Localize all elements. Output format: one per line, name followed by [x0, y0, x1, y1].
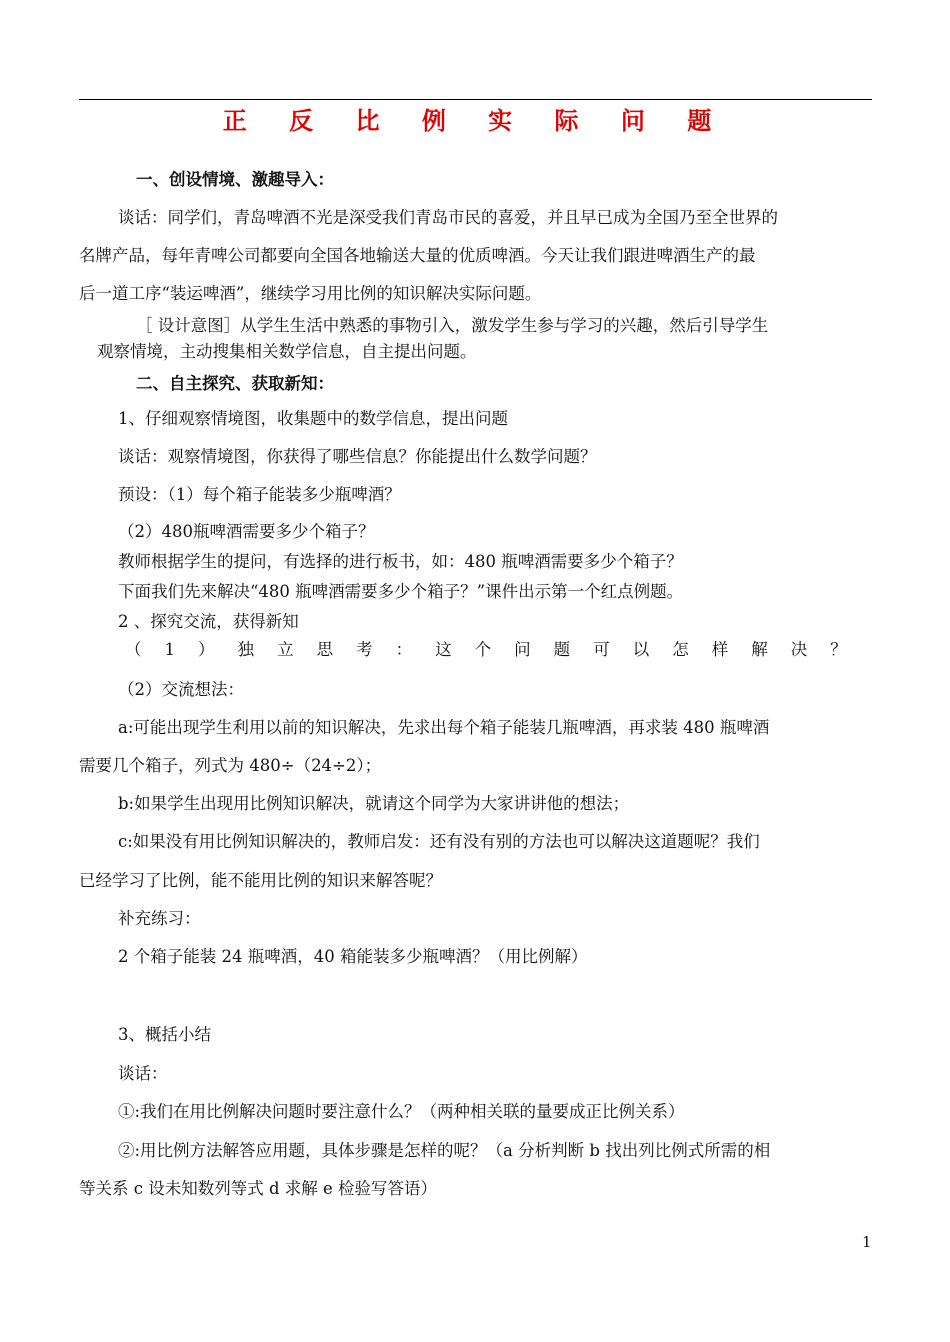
- think-char: ？: [830, 640, 847, 659]
- header-rule: [79, 99, 872, 100]
- intro-line-3: 后一道工序“装运啤酒”，继续学习用比例的知识解决实际问题。: [79, 284, 542, 303]
- think-char: 题: [553, 640, 571, 659]
- design-intent-line-1: ［ 设计意图］从学生生活中熟悉的事物引入，激发学生参与学习的兴趣，然后引导学生: [136, 316, 769, 335]
- intro-line-2: 名牌产品，每年青啤公司都要向全国各地输送大量的优质啤酒。今天让我们跟进啤酒生产的最: [79, 246, 756, 265]
- summary-question-2-line-1: ②:用比例方法解答应用题，具体步骤是怎样的呢？（a 分析判断 b 找出列比例式所需的相: [118, 1141, 771, 1160]
- board-line: 教师根据学生的提问，有选择的进行板书，如：480 瓶啤酒需要多少个箱子？: [118, 552, 683, 571]
- think-char: ）: [198, 640, 215, 659]
- point-b-line: b:如果学生出现用比例知识解决，就请这个同学为大家讲讲他的想法；: [118, 794, 630, 813]
- intro-line-1: 谈话：同学们，青岛啤酒不光是深受我们青岛市民的喜爱，并且早已成为全国乃至全世界的: [118, 208, 778, 227]
- talk-line: 谈话：观察情境图，你获得了哪些信息？你能提出什么数学问题？: [118, 447, 597, 466]
- preset-1: 预设：（1）每个箱子能装多少瓶啤酒？: [118, 485, 401, 504]
- point-c-line-1: c:如果没有用比例知识解决的，教师启发：还有没有别的方法也可以解决这道题呢？我们: [118, 832, 760, 851]
- think-char: 考: [356, 640, 373, 659]
- practice-label: 补充练习：: [118, 909, 201, 928]
- independent-thinking-line: [125, 639, 847, 661]
- point-a-line-2: 需要几个箱子，列式为 480÷（24÷2）；: [79, 756, 382, 775]
- think-char: 1: [164, 640, 176, 659]
- summary-talk: 谈话：: [118, 1064, 168, 1083]
- preset-2: （2）480瓶啤酒需要多少个箱子？: [118, 522, 375, 541]
- step2-line: 2 、探究交流，获得新知: [118, 612, 299, 631]
- think-char: 思: [316, 640, 334, 659]
- think-char: 样: [711, 640, 729, 659]
- think-char: 立: [277, 640, 294, 659]
- practice-problem: 2 个箱子能装 24 瓶啤酒，40 箱能装多少瓶啤酒？（用比例解）: [118, 947, 588, 966]
- step1-line: 1、仔细观察情境图，收集题中的数学信息，提出问题: [118, 409, 508, 428]
- step3-line: 3、概括小结: [118, 1025, 211, 1044]
- think-char: 怎: [672, 640, 689, 659]
- think-char: 解: [751, 640, 768, 659]
- section2-heading: 二、自主探究、获取新知：: [136, 374, 334, 393]
- think-char: 这: [435, 640, 452, 659]
- exchange-line: （2）交流想法：: [118, 680, 244, 699]
- page-number: 1: [862, 1233, 872, 1251]
- design-intent-line-2: 观察情境，主动搜集相关数学信息，自主提出问题。: [97, 342, 477, 361]
- think-char: 以: [632, 640, 650, 659]
- think-char: （: [125, 640, 142, 659]
- point-c-line-2: 已经学习了比例，能不能用比例的知识来解答呢？: [79, 871, 442, 890]
- think-char: 可: [593, 640, 610, 659]
- section1-heading: 一、创设情境、激趣导入：: [136, 170, 334, 189]
- summary-question-1: ①:我们在用比例解决问题时要注意什么？（两种相关联的量要成正比例关系）: [118, 1102, 685, 1121]
- think-char: 问: [514, 640, 531, 659]
- page-title: 正 反 比 例 实 际 问 题: [222, 107, 729, 135]
- think-char: 独: [237, 640, 255, 659]
- think-char: 决: [790, 640, 808, 659]
- solve-first-line: 下面我们先来解决“480 瓶啤酒需要多少个箱子？”课件出示第一个红点例题。: [118, 582, 684, 601]
- summary-question-2-line-2: 等关系 c 设未知数列等式 d 求解 e 检验写答语）: [79, 1179, 438, 1198]
- think-char: ：: [395, 640, 413, 659]
- think-char: 个: [474, 640, 492, 659]
- point-a-line-1: a:可能出现学生利用以前的知识解决，先求出每个箱子能装几瓶啤酒，再求装 480 瓶啤酒: [118, 718, 770, 737]
